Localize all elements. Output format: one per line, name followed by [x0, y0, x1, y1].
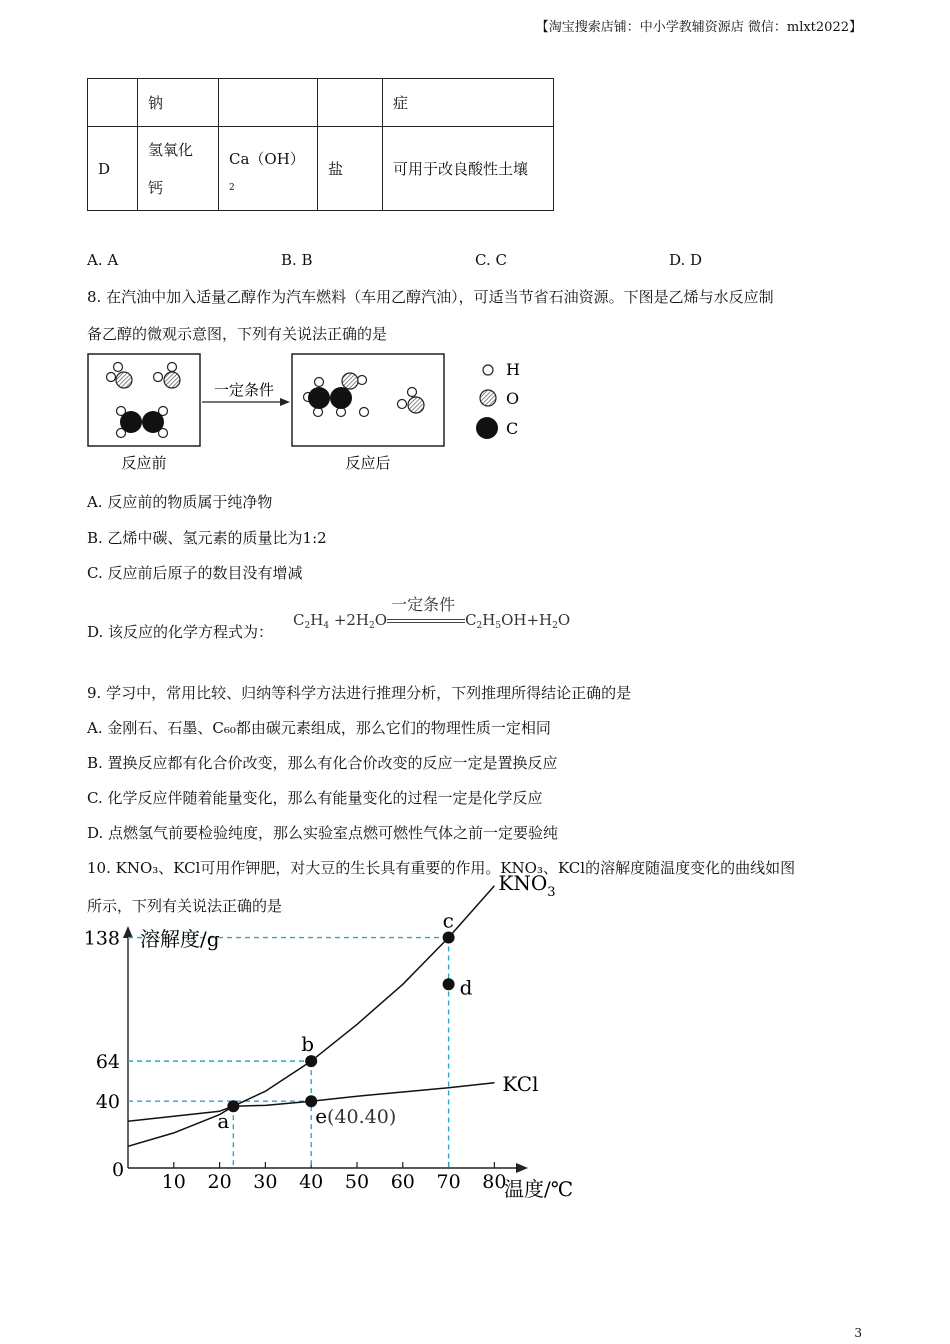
table-cell: D — [88, 127, 138, 211]
chart-labels — [84, 871, 573, 1201]
cell-text: 钙 — [148, 178, 164, 197]
point-label-b: b — [301, 1032, 315, 1057]
equation-condition: 一定条件 — [391, 595, 456, 614]
x-tick-label: 50 — [344, 1171, 370, 1193]
q8-option-a[interactable]: A. 反应前的物质属于纯净物 — [87, 493, 273, 511]
q10-stem: 10. KNO₃、KCl可用作钾肥，对大豆的生长具有重要的作用。KNO₃、KCl的溶解度随温度变化的曲线如图 — [87, 859, 796, 877]
legend-o: O — [506, 389, 520, 408]
arrow-head-icon — [280, 398, 290, 406]
q7-option-a[interactable]: A. A — [87, 251, 119, 269]
chart-guides — [128, 938, 449, 1168]
x-tick-label: 0 — [112, 1159, 125, 1181]
x-tick-label: 80 — [482, 1171, 507, 1193]
answer-table — [87, 78, 554, 211]
y-axis-label: 溶解度/g — [140, 927, 220, 951]
q9-option-d[interactable]: D. 点燃氢气前要检验纯度，那么实验室点燃可燃性气体之前一定要验纯 — [87, 824, 559, 842]
oxygen-atom-icon — [480, 390, 496, 406]
q9-option-a[interactable]: A. 金刚石、石墨、C₆₀都由碳元素组成，那么它们的物理性质一定相同 — [87, 719, 551, 737]
y-axis-arrow-icon — [123, 926, 133, 938]
carbon-atom-icon — [476, 417, 498, 439]
x-tick-label: 30 — [253, 1171, 278, 1193]
point-b — [305, 1055, 317, 1067]
point-label-a: a — [217, 1109, 230, 1134]
after-label: 反应后 — [345, 454, 391, 472]
x-axis-label: 温度/℃ — [504, 1177, 574, 1201]
q9-option-b[interactable]: B. 置换反应都有化合价改变，那么有化合价改变的反应一定是置换反应 — [87, 754, 558, 772]
cell-text: 氢氧化 — [148, 140, 194, 159]
q8-stem: 8. 在汽油中加入适量乙醇作为汽车燃料（车用乙醇汽油），可适当节省石油资源。下图是乙烯与水反应制 — [87, 288, 774, 306]
chemical-equation: $C_2H_4 +2H_2O$ 一定条件 $C_2H_5OH+H_2O$ — [293, 611, 570, 631]
table-cell — [219, 79, 318, 127]
before-box — [88, 354, 200, 446]
hydrogen-atom-icon — [483, 365, 493, 375]
q8-option-c[interactable]: C. 反应前后原子的数目没有增减 — [87, 564, 303, 582]
table-cell: 可用于改良酸性土壤 — [383, 127, 554, 211]
q9-option-c[interactable]: C. 化学反应伴随着能量变化，那么有能量变化的过程一定是化学反应 — [87, 789, 543, 807]
x-tick-label: 20 — [207, 1171, 232, 1193]
legend-h: H — [506, 360, 520, 379]
q8-option-b[interactable]: B. 乙烯中碳、氢元素的质量比为1:2 — [87, 529, 327, 547]
q7-option-d[interactable]: D. D — [669, 251, 703, 269]
table-cell: 钠 — [138, 79, 219, 127]
table-cell — [138, 127, 219, 211]
legend — [476, 360, 520, 439]
table-row — [88, 127, 554, 211]
table-row — [88, 79, 554, 127]
page-header: 【淘宝搜索店铺：中小学教辅资源店 微信：mlxt2022】 — [535, 20, 862, 35]
q8-option-d[interactable]: D. 该反应的化学方程式为： — [87, 623, 274, 641]
cell-text: Ca（OH） — [229, 149, 305, 168]
reaction-diagram — [86, 350, 546, 475]
table-cell: 症 — [383, 79, 554, 127]
q7-option-b[interactable]: B. B — [281, 251, 313, 269]
x-tick-label: 70 — [436, 1171, 461, 1193]
arrow-label: 一定条件 — [213, 381, 275, 399]
table-cell — [318, 79, 383, 127]
table-cell — [88, 79, 138, 127]
chart-points — [227, 932, 454, 1113]
point-label-c: c — [442, 908, 454, 933]
q10-stem-cont: 所示，下列有关说法正确的是 — [87, 897, 283, 915]
point-c — [443, 932, 455, 944]
y-tick-label: 40 — [95, 1091, 120, 1114]
point-d — [443, 978, 455, 990]
series-label-kcl: KCl — [502, 1071, 539, 1096]
x-tick-label: 40 — [299, 1171, 324, 1193]
y-tick-label: 138 — [83, 927, 120, 950]
x-axis-arrow-icon — [516, 1163, 528, 1173]
table-cell — [219, 127, 318, 211]
q8-stem-cont: 备乙醇的微观示意图，下列有关说法正确的是 — [87, 325, 388, 343]
point-label-e: e(40.40) — [315, 1104, 397, 1129]
cell-text: 2 — [229, 182, 235, 193]
x-tick-label: 10 — [161, 1171, 186, 1193]
x-tick-label: 60 — [390, 1171, 415, 1193]
table-cell: 盐 — [318, 127, 383, 211]
series-label-kno3: $KNO_3$ — [498, 870, 556, 900]
legend-c: C — [506, 419, 519, 438]
q9-stem: 9. 学习中，常用比较、归纳等科学方法进行推理分析，下列推理所得结论正确的是 — [87, 684, 632, 702]
point-label-d: d — [459, 975, 473, 1000]
y-tick-label: 64 — [95, 1051, 120, 1074]
q7-option-c[interactable]: C. C — [475, 251, 507, 269]
page-number: 3 — [854, 1326, 862, 1340]
before-label: 反应前 — [121, 454, 167, 472]
